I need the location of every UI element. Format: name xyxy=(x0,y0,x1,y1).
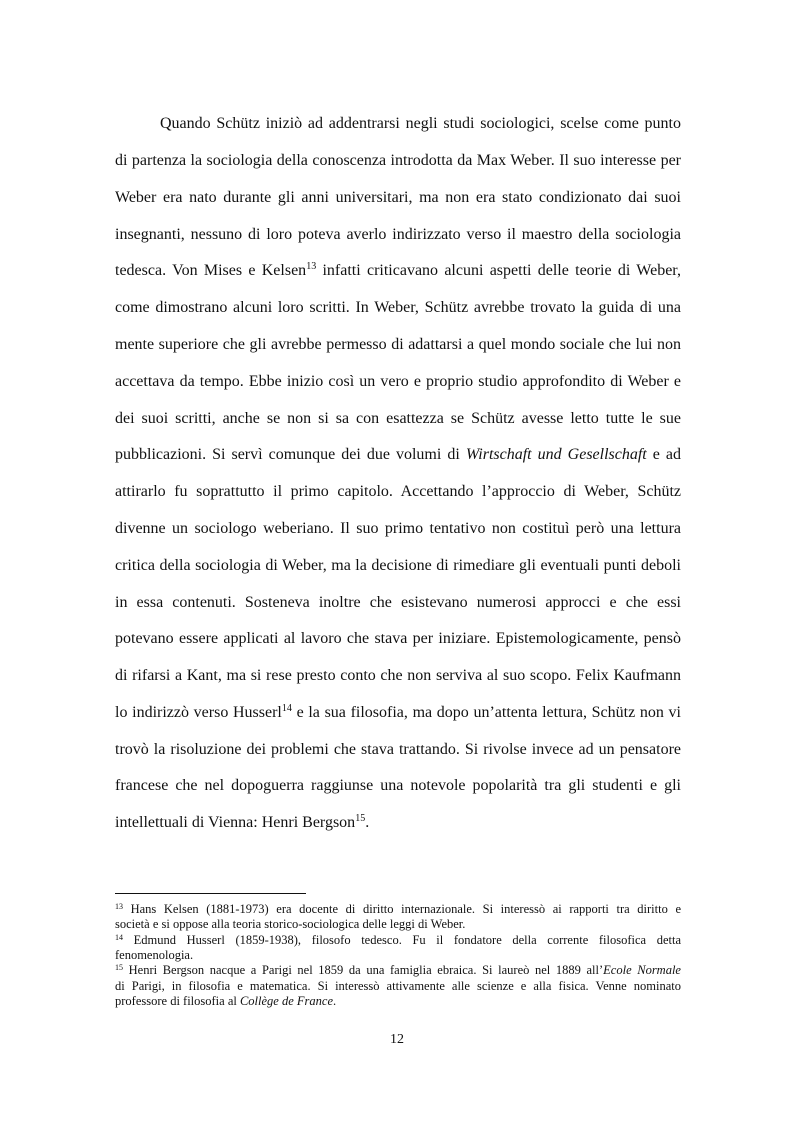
footnote-mark: 13 xyxy=(115,902,123,911)
book-title-italic: Wirtschaft und Gesellschaft xyxy=(465,446,647,463)
footnote-text: professore di filosofia al xyxy=(115,994,240,1008)
paragraph-line: dei suoi scritti, anche se non si sa con esattezza se Schütz avesse letto tutte le sue xyxy=(115,410,681,427)
footnote-mark: 14 xyxy=(115,933,123,942)
paragraph-line xyxy=(115,811,681,835)
paragraph-line: Weber era nato durante gli anni universitari, ma non era stato condizionato dai suoi xyxy=(115,189,681,206)
line-text: lo indirizzò verso Husserl xyxy=(115,704,282,721)
footnote-text: Henri Bergson nacque a Parigi nel 1859 da una famiglia ebraica. Si laureò nel 1889 all’ xyxy=(128,963,604,977)
line-text: e la sua filosofia, ma dopo un’attenta lettura, Schütz non vi xyxy=(291,704,682,721)
line-text: infatti criticavano alcuni aspetti delle teorie di Weber, xyxy=(316,262,681,279)
footnote-14-continuation: fenomenologia. xyxy=(115,948,194,962)
footnote-mark: 15 xyxy=(115,963,123,972)
paragraph-line: francese che nel dopoguerra raggiunse una notevole popolarità tra gli studenti e gli xyxy=(115,777,681,794)
paragraph-line: critica della sociologia di Weber, ma la decisione di rimediare gli eventuali punti deboli xyxy=(115,557,681,574)
paragraph-line: mente superiore che gli avrebbe permesso di adattarsi a quel mondo sociale che lui non xyxy=(115,336,681,353)
footnote-15-continuation: di Parigi, in filosofia e matematica. Si interessò attivamente alle scienze e alla fisica. Venne nominato xyxy=(115,979,681,993)
paragraph-line: come dimostrano alcuni loro scritti. In Weber, Schütz avrebbe trovato la guida di una xyxy=(115,299,681,316)
paragraph-line xyxy=(115,259,681,283)
footnote-reference-14: 14 xyxy=(281,703,292,714)
paragraph-line: attirarlo fu soprattutto il primo capitolo. Accettando l’approccio di Weber, Schütz xyxy=(115,483,681,500)
paragraph-line: insegnanti, nessuno di loro poteva averlo indirizzato verso il maestro della sociologia xyxy=(115,226,681,243)
paragraph-line: di partenza la sociologia della conoscenza introdotta da Max Weber. Il suo interesse per xyxy=(115,152,681,169)
line-text: intellettuali di Vienna: Henri Bergson xyxy=(115,814,356,831)
footnote-text: Hans Kelsen (1881-1973) era docente di diritto internazionale. Si interessò ai rapporti tra diritto e xyxy=(130,902,681,916)
paragraph-line: di rifarsi a Kant, ma si rese presto conto che non serviva al suo scopo. Felix Kaufmann xyxy=(115,667,681,684)
footnote-14 xyxy=(115,933,681,947)
page-number: 12 xyxy=(390,1032,404,1047)
line-text: pubblicazioni. Si servì comunque dei due volumi di xyxy=(115,446,466,463)
footnote-reference-13: 13 xyxy=(306,261,317,272)
footnote-reference-15: 15 xyxy=(355,813,366,824)
footnote-text: . xyxy=(333,994,337,1008)
footnote-separator xyxy=(115,893,306,894)
paragraph-line: in essa contenuti. Sosteneva inoltre che esistevano numerosi approcci e che essi xyxy=(115,594,681,611)
line-text: . xyxy=(365,814,370,831)
paragraph-line: divenne un sociologo weberiano. Il suo primo tentativo non costituì però una lettura xyxy=(115,520,681,537)
footnote-15 xyxy=(115,963,681,977)
paragraph-line: Quando Schütz iniziò ad addentrarsi negli studi sociologici, scelse come punto xyxy=(160,115,681,132)
institution-italic: Collège de France xyxy=(239,994,333,1008)
footnote-13-continuation: società e si oppose alla teoria storico-sociologica delle leggi di Weber. xyxy=(115,917,466,931)
paragraph-line: trovò la risoluzione dei problemi che stava trattando. Si rivolse invece ad un pensatore xyxy=(115,741,681,758)
footnote-15-continuation xyxy=(115,994,681,1008)
paragraph-line: potevano essere applicati al lavoro che stava per iniziare. Epistemologicamente, pensò xyxy=(115,630,681,647)
paragraph-line xyxy=(115,443,681,467)
line-text: e ad xyxy=(646,446,682,463)
paragraph-line xyxy=(115,701,681,725)
paragraph-line: accettava da tempo. Ebbe inizio così un vero e proprio studio approfondito di Weber e xyxy=(115,373,681,390)
footnote-13 xyxy=(115,902,681,916)
footnote-text: Edmund Husserl (1859-1938), filosofo tedesco. Fu il fondatore della corrente filosofica detta xyxy=(133,933,681,947)
institution-italic: Ecole Normale xyxy=(603,963,681,977)
line-text: tedesca. Von Mises e Kelsen xyxy=(115,262,307,279)
